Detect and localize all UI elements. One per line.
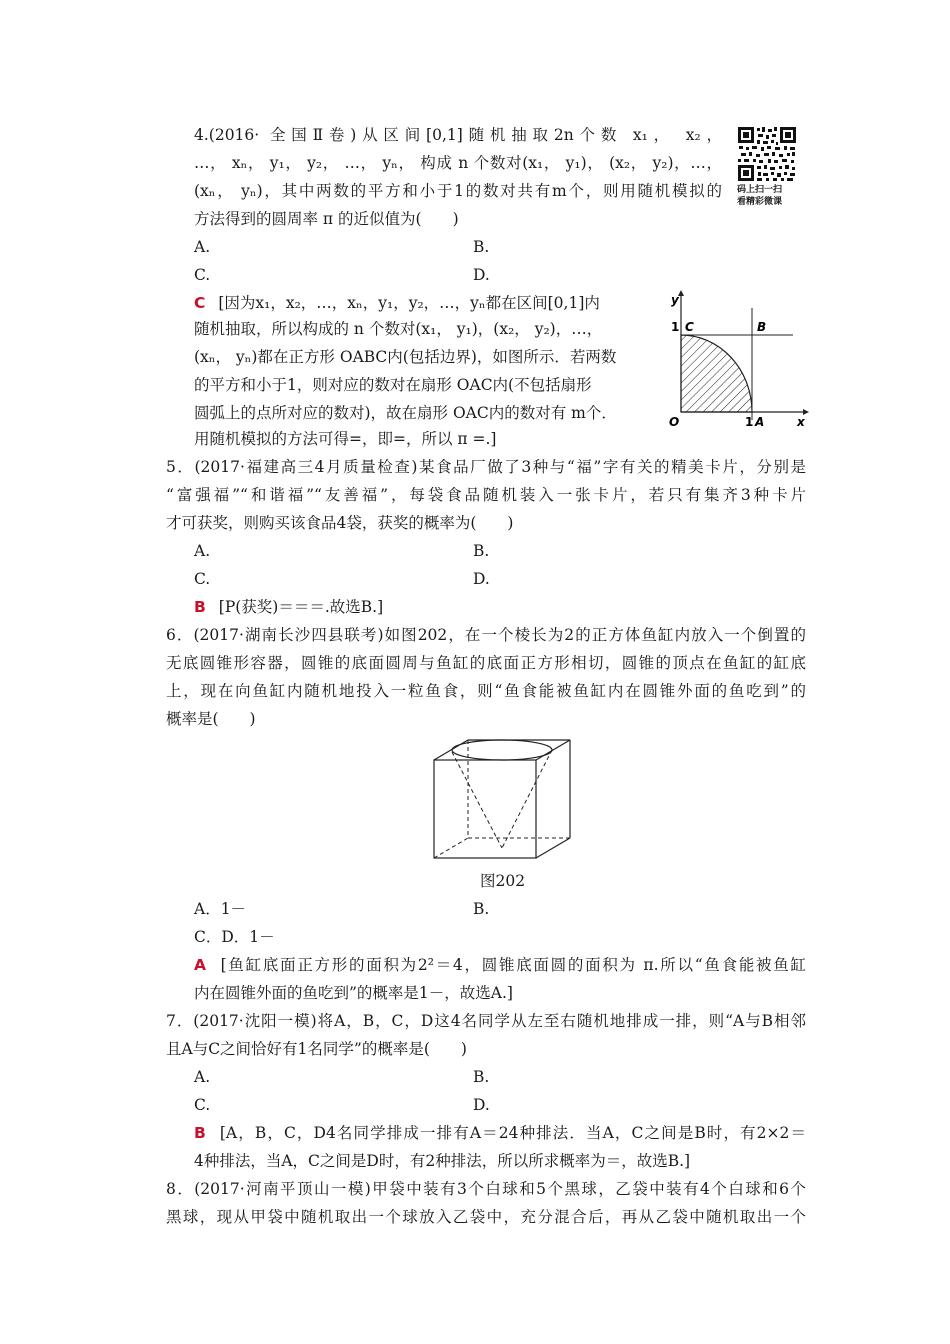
q6-solution-line-1 bbox=[194, 954, 806, 976]
q7-solution-line-2: 4种排法，当A，C之间是D时，有2种排法，所以所求概率为＝，故选B.] bbox=[194, 1152, 691, 1170]
q4-solution-line-1 bbox=[194, 292, 600, 314]
q4-solution-line-6: 用随机模拟的方法可得=，即=，所以 π =.] bbox=[194, 430, 497, 448]
q4-line-3: (xₙ， yₙ)，其中两数的平方和小于1的数对共有m个，则用随机模拟的 bbox=[194, 182, 722, 200]
qr-code-icon[interactable] bbox=[737, 126, 797, 182]
q5-line-1: 5．(2017·福建高三4月质量检查)某食品厂做了3种与“福”字有关的精美卡片，分别是 bbox=[166, 458, 806, 476]
q4-option-a: A. bbox=[194, 238, 211, 256]
q6-figure-caption: 图202 bbox=[480, 872, 526, 890]
q7-solution-text-1: [A，B，C，D4名同学排成一排有A＝24种排法．当A，C之间是B时，有2×2＝ bbox=[219, 1124, 806, 1142]
q7-option-a: A. bbox=[194, 1068, 211, 1086]
q4-solution-line-5: 圆弧上的点所对应的数对)，故在扇形 OAC内的数对有 m个． bbox=[194, 404, 617, 422]
q4-option-c: C. bbox=[194, 266, 211, 284]
q7-line-2: 且A与C之间恰好有1名同学”的概率是( ) bbox=[166, 1040, 467, 1058]
q4-solution-line-4: 的平方和小于1，则对应的数对在扇形 OAC内(不包括扇形 bbox=[194, 376, 592, 394]
q4-solution-line-3: (xₙ， yₙ)都在正方形 OABC内(包括边界)，如图所示．若两数 bbox=[194, 348, 617, 366]
q5-option-d: D. bbox=[473, 570, 490, 588]
q5-solution-text: [P(获奖)＝＝＝.故选B.] bbox=[218, 598, 384, 616]
q4-option-d: D. bbox=[473, 266, 490, 284]
q7-answer-letter: B bbox=[194, 1124, 206, 1142]
q5-option-b: B. bbox=[473, 542, 490, 560]
q5-line-3: 才可获奖，则购买该食品4袋，获奖的概率为( ) bbox=[166, 514, 514, 532]
fig-label-y: y bbox=[671, 293, 679, 307]
fig-label-o: O bbox=[669, 415, 680, 429]
q8-line-1: 8．(2017·河南平顶山一模)甲袋中装有3个白球和5个黑球，乙袋中装有4个白球和6个 bbox=[166, 1180, 806, 1198]
q8-line-2: 黑球，现从甲袋中随机取出一个球放入乙袋中，充分混合后，再从乙袋中随机取出一个 bbox=[166, 1208, 806, 1226]
q6-answer-letter: A bbox=[194, 956, 206, 974]
q4-line-4: 方法得到的圆周率 π 的近似值为( ) bbox=[194, 210, 459, 228]
q6-option-a: A．1－ bbox=[194, 900, 247, 918]
q4-solution-line-2: 随机抽取，所以构成的 n 个数对(x₁， y₁)，(x₂， y₂)，…， bbox=[194, 320, 603, 338]
fig-label-c: C bbox=[685, 320, 694, 334]
q5-answer-letter: B bbox=[194, 598, 206, 616]
cube-cone-figure bbox=[430, 738, 574, 862]
q6-line-2: 无底圆锥形容器，圆锥的底面圆周与鱼缸的底面正方形相切，圆锥的顶点在鱼缸的缸底 bbox=[166, 654, 806, 672]
q6-solution-text-1: [鱼缸底面正方形的面积为2²＝4，圆锥底面圆的面积为 π.所以“鱼食能被鱼缸 bbox=[220, 956, 806, 974]
qr-caption-2: 看精彩微课 bbox=[737, 197, 783, 207]
q4-line-1: 4.(2016· 全国Ⅱ卷)从区间[0,1]随机抽取2n个数 x₁， x₂， bbox=[194, 126, 722, 144]
fig-label-x: x bbox=[797, 415, 805, 429]
q5-option-c: C. bbox=[194, 570, 211, 588]
q7-option-c: C. bbox=[194, 1096, 211, 1114]
q7-option-d: D. bbox=[473, 1096, 490, 1114]
fig-label-a: A bbox=[755, 415, 765, 429]
q6-line-3: 上，现在向鱼缸内随机地投入一粒鱼食，则“鱼食能被鱼缸内在圆锥外面的鱼吃到”的 bbox=[166, 682, 806, 700]
q6-line-4: 概率是( ) bbox=[166, 710, 256, 728]
qr-caption-1: 码上扫一扫 bbox=[737, 185, 783, 195]
q5-option-a: A. bbox=[194, 542, 211, 560]
q4-option-b: B. bbox=[473, 238, 490, 256]
q7-solution-line-1 bbox=[194, 1122, 806, 1144]
q4-answer-letter: C bbox=[194, 294, 206, 312]
q4-solution-text-1: [因为x₁，x₂，…，xₙ，y₁，y₂，…，yₙ都在区间[0,1]内 bbox=[218, 294, 600, 312]
q6-option-b: B. bbox=[473, 900, 490, 918]
quarter-circle-figure bbox=[655, 290, 810, 430]
q4-line-2: …， xₙ， y₁， y₂， …， yₙ， 构成 n 个数对(x₁， y₁)， (x₂， y₂)，…， bbox=[194, 154, 722, 172]
q7-option-b: B. bbox=[473, 1068, 490, 1086]
fig-label-one-y: 1 bbox=[671, 320, 680, 334]
q6-option-cd: C．D．1－ bbox=[194, 928, 275, 946]
q6-line-1: 6．(2017·湖南长沙四县联考)如图202，在一个棱长为2的正方体鱼缸内放入一个倒置的 bbox=[166, 626, 806, 644]
q5-solution-line bbox=[194, 596, 383, 618]
fig-label-one-x: 1 bbox=[745, 415, 754, 429]
fig-label-b: B bbox=[757, 320, 767, 334]
q6-solution-line-2: 内在圆锥外面的鱼吃到”的概率是1－，故选A.] bbox=[194, 984, 513, 1002]
q5-line-2: “富强福”“和谐福”“友善福”，每袋食品随机装入一张卡片，若只有集齐3种卡片 bbox=[166, 486, 806, 504]
q7-line-1: 7．(2017·沈阳一模)将A，B，C，D这4名同学从左至右随机地排成一排，则“A与B相邻 bbox=[166, 1012, 806, 1030]
